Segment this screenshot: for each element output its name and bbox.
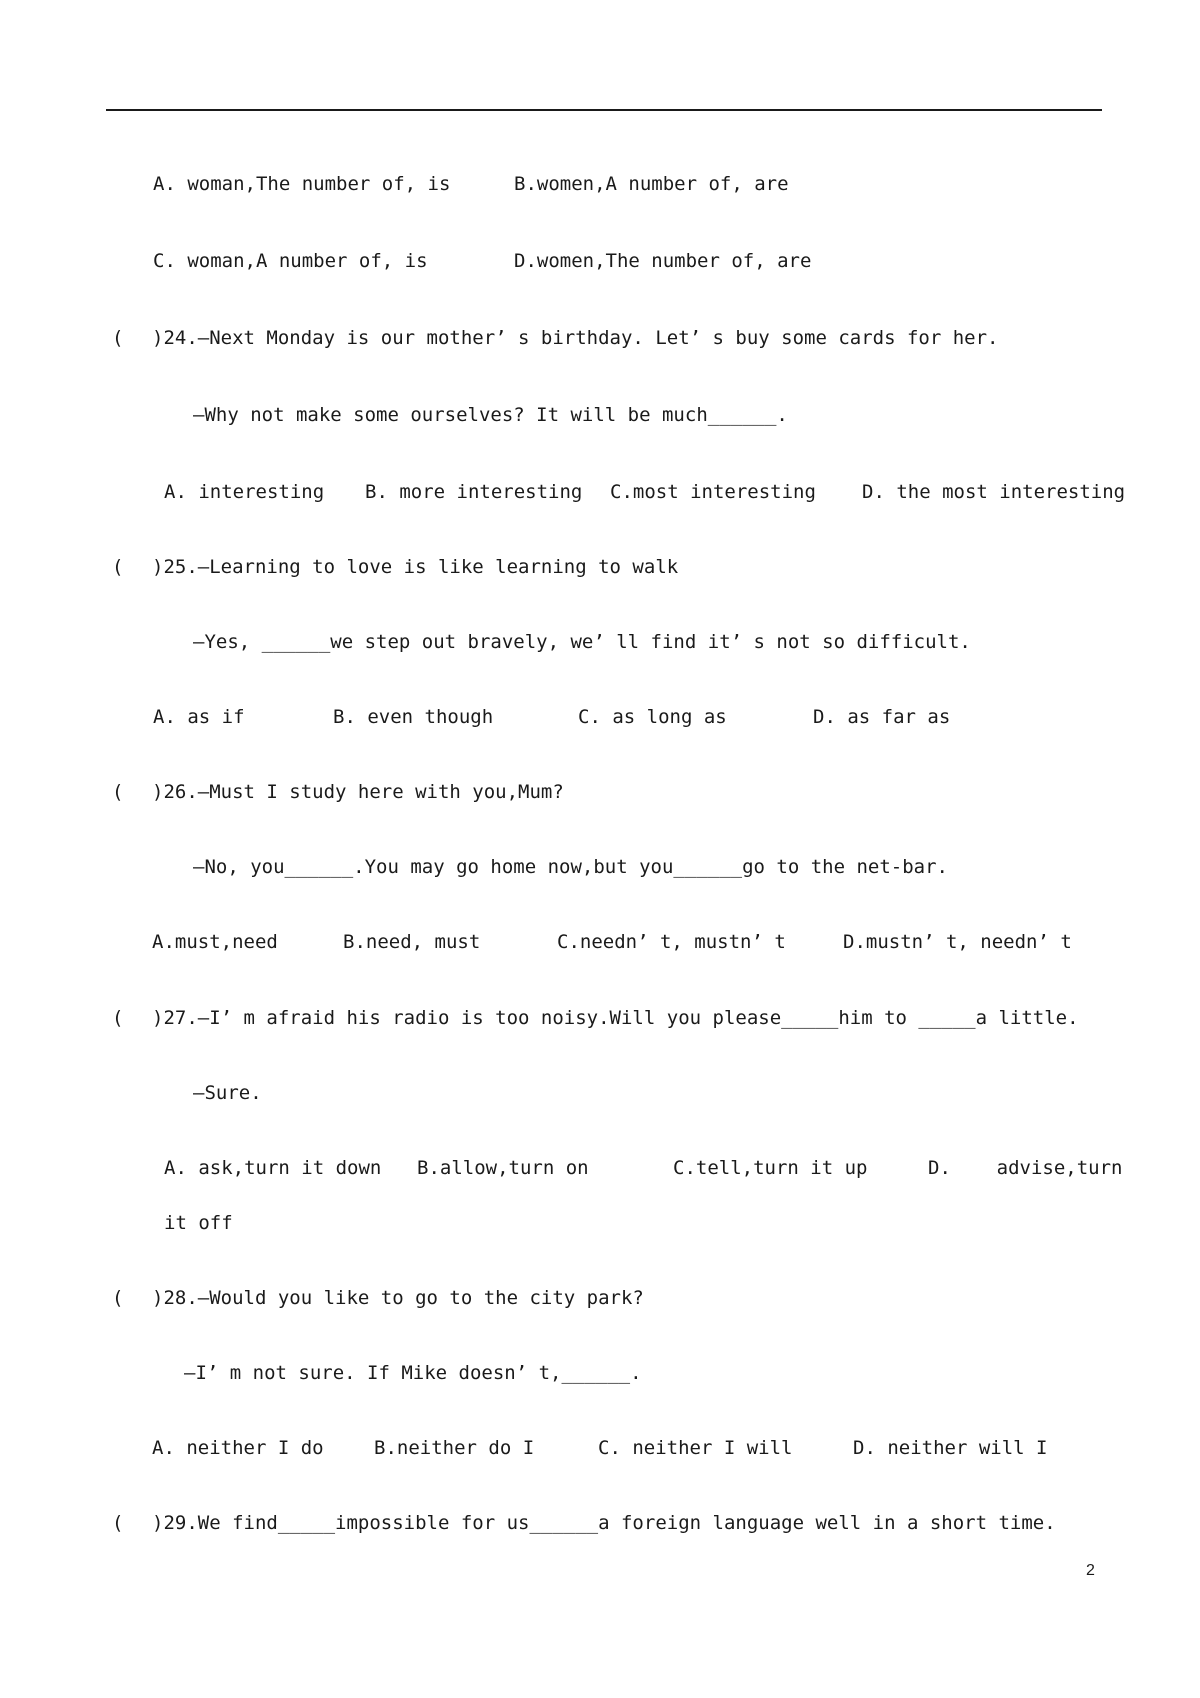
q26-stem: )26.—Must I study here with you,Mum?: [152, 781, 564, 803]
q24-option-b: B. more interesting: [365, 481, 583, 503]
q24-option-d: D. the most interesting: [862, 481, 1126, 503]
page-number: 2: [1086, 1562, 1095, 1579]
q27-option-d: D. advise,turn: [928, 1157, 1123, 1179]
q28-option-a: A. neither I do: [152, 1437, 324, 1459]
q27-paren: (: [112, 1007, 124, 1029]
q23-option-d: D.women,The number of, are: [514, 250, 812, 272]
q25-option-d: D. as far as: [813, 706, 951, 728]
q25-option-a: A. as if: [153, 706, 245, 728]
q27-reply: —Sure.: [193, 1082, 262, 1104]
q24-option-c: C.most interesting: [610, 481, 816, 503]
q24-stem: )24.—Next Monday is our mother’ s birthday. Let’ s buy some cards for her.: [152, 327, 999, 349]
q29-stem: )29.We find_____impossible for us______a foreign language well in a short time.: [152, 1512, 1056, 1534]
q28-paren: (: [112, 1287, 124, 1309]
q26-option-d: D.mustn’ t, needn’ t: [843, 931, 1072, 953]
q25-paren: (: [112, 556, 124, 578]
q28-stem: )28.—Would you like to go to the city park?: [152, 1287, 644, 1309]
q25-option-c: C. as long as: [578, 706, 727, 728]
q24-option-a: A. interesting: [164, 481, 325, 503]
q27-option-a: A. ask,turn it down: [164, 1157, 382, 1179]
q24-reply: —Why not make some ourselves? It will be much______.: [193, 404, 788, 426]
q28-reply: —I’ m not sure. If Mike doesn’ t,______.: [184, 1362, 642, 1384]
q27-option-b: B.allow,turn on: [417, 1157, 589, 1179]
q26-option-c: C.needn’ t, mustn’ t: [557, 931, 786, 953]
q23-option-c: C. woman,A number of, is: [153, 250, 428, 272]
q26-option-b: B.need, must: [343, 931, 481, 953]
q26-paren: (: [112, 781, 124, 803]
q25-option-b: B. even though: [333, 706, 494, 728]
q28-option-c: C. neither I will: [598, 1437, 793, 1459]
q23-option-b: B.women,A number of, are: [514, 173, 789, 195]
q27-option-c: C.tell,turn it up: [673, 1157, 868, 1179]
q26-option-a: A.must,need: [152, 931, 278, 953]
header-rule: [106, 109, 1102, 111]
q29-paren: (: [112, 1512, 124, 1534]
q25-stem: )25.—Learning to love is like learning to walk: [152, 556, 679, 578]
q26-reply: —No, you______.You may go home now,but you______go to the net-bar.: [193, 856, 948, 878]
q28-option-b: B.neither do I: [374, 1437, 535, 1459]
q28-option-d: D. neither will I: [853, 1437, 1048, 1459]
q27-stem: )27.—I’ m afraid his radio is too noisy.Will you please_____him to _____a little.: [152, 1007, 1079, 1029]
q25-reply: —Yes, ______we step out bravely, we’ ll find it’ s not so difficult.: [193, 631, 971, 653]
q24-paren: (: [112, 327, 124, 349]
q23-option-a: A. woman,The number of, is: [153, 173, 451, 195]
q27-option-d-continued: it off: [164, 1212, 233, 1234]
